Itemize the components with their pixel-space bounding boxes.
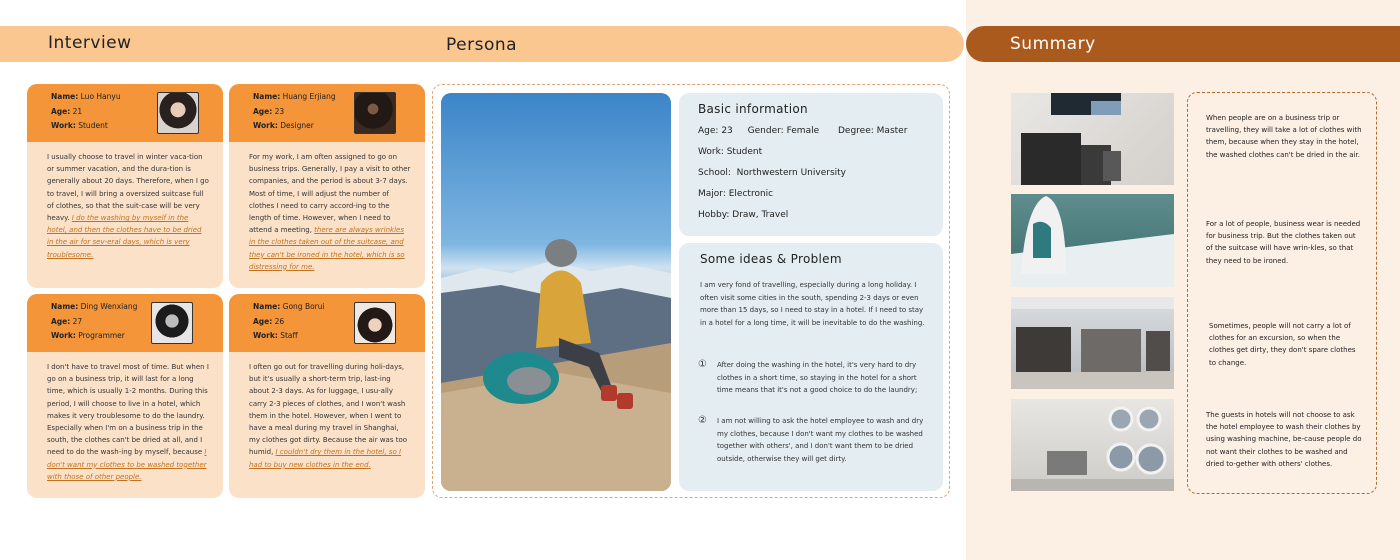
work-label: Work: [253, 331, 278, 340]
interview-text [27, 352, 223, 483]
interview-heading: Interview [48, 33, 132, 53]
summary-point-1: When people are on a business trip or travelling, they will take a lot of clothes with them, because when they stay in the hotel, the washed clothes can't be dried in the air. [1206, 114, 1362, 159]
card-header [229, 84, 425, 142]
interview-body: For my work, I am often assigned to go on business trips. Generally, I pay a visit to other companies, and the period is about 3-7 days. Most of time, I will adjust the number of clothes I need to carry accord-ing to the length of time. However, when I need to attend a meeting, [249, 153, 411, 235]
interview-body: I don't have to travel most of time. But when I go on a business trip, it will last for a long time, which is usually 1-2 months. During this period, I will choose to live in a hotel, which makes it very troublesome to do the laundry. Especially when I'm on a business trip in the south, the clothes can't be dried at all, and I need to do the wash-ing by myself, because [47, 363, 209, 457]
gender-value: Female [786, 126, 820, 136]
work-label: Work: [51, 331, 76, 340]
summary-photo-iron-illustration [1011, 194, 1174, 287]
age-label: Age: [253, 316, 273, 326]
degree-label: Degree: [838, 126, 874, 136]
school-label: School: [698, 168, 731, 178]
age-gender-degree-row [698, 126, 907, 136]
name-label: Name: [253, 302, 281, 311]
age-label: Age: [51, 106, 71, 116]
person-work: Designer [280, 121, 314, 130]
person-work: Staff [280, 331, 298, 340]
card-header [27, 294, 223, 352]
interview-quote: I couldn't dry them in the hotel, so I had to buy new clothes in the end. [249, 448, 402, 469]
basic-information-title: Basic information [698, 102, 808, 116]
summary-photo-iron [1011, 194, 1174, 287]
interview-body: I often go out for travelling during holi-days, but it's usually a short-term trip, last-ing about 2-3 days. As for luggage, I usu-ally carry 2-3 pieces of clothes, and I won't wash them in the hotel. However, when I went to have a meal during my travel in Shanghai, my clothes got dirty. Because the air was too humid, [249, 363, 408, 457]
work-label: Work: [51, 121, 76, 130]
problem-number-2: ② [698, 415, 707, 426]
interview-quote: I don't want my clothes to be washed together with those of other people. [47, 448, 207, 481]
work-row [698, 147, 762, 157]
avatar [157, 92, 199, 134]
age-label: Age: [698, 126, 719, 136]
ideas-intro: I am very fond of travelling, especially during a long holiday. I often visit some cities in the south, spending 2-3 days or even more than 15 days, so I need to stay in a hotel. If I need to stay in a hotel for a long time, it will be inevitable to do the washing. [700, 281, 925, 327]
work-label: Work: [698, 147, 724, 157]
age-value: 23 [721, 126, 733, 136]
interview-quote: I do the washing by myself in the hotel, and then the clothes have to be dried in the air for sev-eral days, which is very troublesome. [47, 214, 202, 259]
ideas-problem-title: Some ideas & Problem [700, 252, 842, 266]
person-age: 27 [72, 316, 83, 326]
persona-photo [441, 93, 671, 491]
interview-persona-banner [0, 26, 964, 62]
persona-photo-illustration [441, 93, 671, 491]
basic-information-panel [679, 93, 943, 236]
summary-photo-laundromat-illustration [1011, 399, 1174, 491]
interview-card-3 [27, 294, 223, 498]
hobby-label: Hobby: [698, 210, 730, 220]
interview-text [229, 352, 425, 471]
name-label: Name: [51, 92, 79, 101]
summary-heading: Summary [1010, 34, 1096, 54]
summary-photo-laundromat [1011, 399, 1174, 491]
gender-label: Gender: [747, 126, 784, 136]
interview-text [229, 142, 425, 273]
person-name: Gong Borui [282, 302, 325, 311]
school-value: Northwestern University [736, 168, 846, 178]
summary-point-4: The guests in hotels will not choose to ask the hotel employee to wash their clothes by using washing machine, be-cause people do not want their clothes to be washed and dried to-gether with others' clothes. [1206, 411, 1362, 468]
summary-photo-suitcase-illustration [1011, 93, 1174, 185]
work-label: Work: [253, 121, 278, 130]
avatar [151, 302, 193, 344]
summary-photo-suitcase [1011, 93, 1174, 185]
interview-body: I usually choose to travel in winter vaca-tion or summer vacation, and the dura-tion is generally about 20 days. Therefore, when I go to travel, I will bring a oversized suitcase full of clothes, so that the suit-case will be very heavy. [47, 153, 209, 223]
card-header [229, 294, 425, 352]
name-label: Name: [253, 92, 281, 101]
hobby-row [698, 210, 788, 220]
major-label: Major: [698, 189, 726, 199]
interview-card-4 [229, 294, 425, 498]
major-row [698, 189, 773, 199]
hobby-value: Draw, Travel [732, 210, 789, 220]
avatar [354, 92, 396, 134]
person-work: Programmer [78, 331, 125, 340]
interview-card-1 [27, 84, 223, 288]
persona-heading: Persona [446, 35, 518, 55]
degree-value: Master [876, 126, 908, 136]
problem-2-text: I am not willing to ask the hotel employee to wash and dry my clothes, because I don't want my clothes to be washed together with others', and I don't want them to be dried outside, otherwise they will get dirty. [717, 417, 924, 463]
interview-quote: there are always wrinkles in the clothes taken out of the suitcase, and they can't be ironed in the hotel, which is so distressing for me. [249, 226, 405, 271]
summary-point-3: Sometimes, people will not carry a lot of clothes for an excursion, so when the clothes get dirty, they don't spare clothes to change. [1209, 322, 1356, 367]
problem-number-1: ① [698, 359, 707, 370]
card-header [27, 84, 223, 142]
avatar [354, 302, 396, 344]
person-age: 21 [72, 106, 83, 116]
work-value: Student [726, 147, 763, 157]
person-age: 26 [274, 316, 285, 326]
name-label: Name: [51, 302, 79, 311]
ideas-problem-panel [679, 243, 943, 491]
age-label: Age: [253, 106, 273, 116]
person-age: 23 [274, 106, 285, 116]
summary-photo-clothes-store [1011, 297, 1174, 389]
age-label: Age: [51, 316, 71, 326]
school-row [698, 168, 846, 178]
summary-point-2: For a lot of people, business wear is needed for business trip. But the clothes taken out of the suitcase will have wrin-kles, so that they need to be ironed. [1206, 220, 1361, 265]
person-name: Luo Hanyu [80, 92, 121, 101]
problem-1-text: After doing the washing in the hotel, it's very hard to dry clothes in a short time, so staying in the hotel for a short time means that it's not a good choice to do the laundry; [717, 361, 918, 394]
person-name: Ding Wenxiang [80, 302, 138, 311]
person-name: Huang Erjiang [282, 92, 336, 101]
interview-card-2 [229, 84, 425, 288]
person-work: Student [78, 121, 108, 130]
summary-banner [966, 26, 1400, 62]
major-value: Electronic [728, 189, 774, 199]
summary-photo-clothes-store-illustration [1011, 297, 1174, 389]
interview-text [27, 142, 223, 261]
